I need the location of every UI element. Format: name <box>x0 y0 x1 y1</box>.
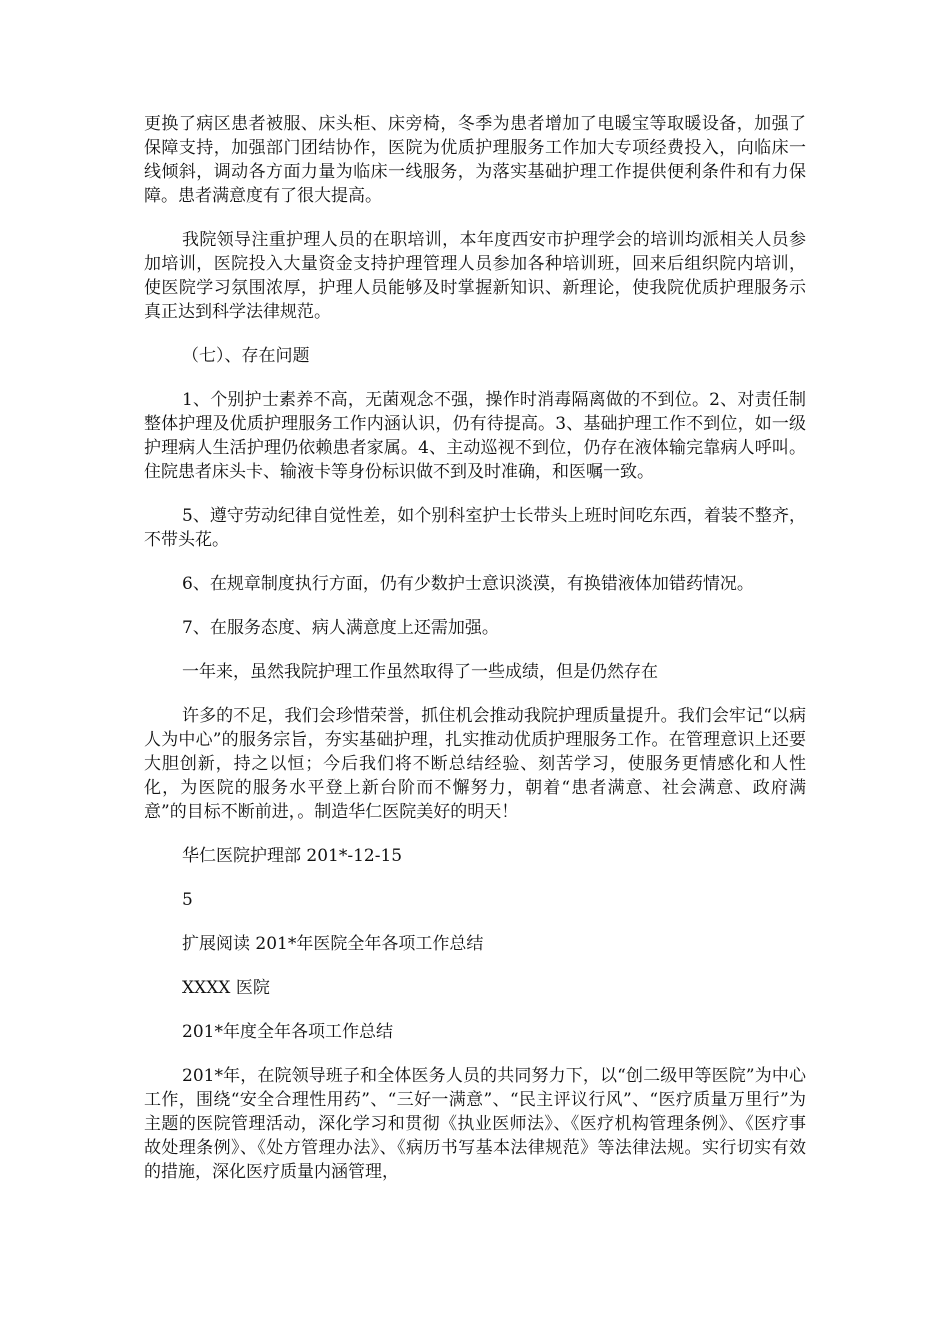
report-title: 201*年度全年各项工作总结 <box>182 1022 393 1042</box>
paragraph-problems-1-4: 1、个别护士素养不高，无菌观念不强，操作时消毒隔离做的不到位。2、对责任制整体护理及优质护理服务工作内涵认识，仍有待提高。3、基础护理工作不到位，如一级护理病人生活护理仍依赖患者家属。4、主动巡视不到位，仍存在液体输完靠病人呼叫。住院患者床头卡、输液卡等身份标识做不到及时准确，和医嘱一致。 <box>144 390 806 482</box>
paragraph-problem-6: 6、在规章制度执行方面，仍有少数护士意识淡漠，有换错液体加错药情况。 <box>182 574 754 594</box>
paragraph-problem-7: 7、在服务态度、病人满意度上还需加强。 <box>182 618 499 638</box>
signature-line: 华仁医院护理部 201*-12-15 <box>182 846 403 866</box>
paragraph-problem-5: 5、遵守劳动纪律自觉性差，如个别科室护士长带头上班时间吃东西，着装不整齐，不带头花。 <box>144 506 806 550</box>
page-number: 5 <box>182 890 193 910</box>
hospital-name: XXXX 医院 <box>182 978 270 998</box>
document-page <box>144 112 806 1204</box>
section-heading-problems: （七）、存在问题 <box>182 346 310 366</box>
extended-reading-title: 扩展阅读 201*年医院全年各项工作总结 <box>182 934 484 954</box>
paragraph-summary-body: 许多的不足，我们会珍惜荣誉，抓住机会推动我院护理质量提升。我们会牢记“以病人为中心”的服务宗旨，夯实基础护理，扎实推动优质护理服务工作。在管理意识上还要大胆创新，持之以恒；今后我们将不断总结经验、刻苦学习，使服务更情感化和人性化，为医院的服务水平登上新台阶而不懈努力，朝着“患者满意、社会满意、政府满意”的目标不断前进，。制造华仁医院美好的明天！ <box>144 706 806 822</box>
paragraph-training: 我院领导注重护理人员的在职培训，本年度西安市护理学会的培训均派相关人员参加培训，医院投入大量资金支持护理管理人员参加各种培训班，回来后组织院内培训，使医院学习氛围浓厚，护理人员能够及时掌握新知识、新理论，使我院优质护理服务示真正达到科学法律规范。 <box>144 230 806 322</box>
paragraph-annual-intro: 201*年，在院领导班子和全体医务人员的共同努力下，以“创二级甲等医院”为中心工作，围绕“安全合理性用药”、“三好一满意”、“民主评议行风”、“医疗质量万里行”为主题的医院管理活动，深化学习和贯彻《执业医师法》、《医疗机构管理条例》、《医疗事故处理条例》、《处方管理办法》、《病历书写基本法律规范》等法律法规。实行切实有效的措施，深化医疗质量内涵管理， <box>144 1066 806 1182</box>
paragraph-facilities: 更换了病区患者被服、床头柜、床旁椅，冬季为患者增加了电暖宝等取暖设备，加强了保障支持，加强部门团结协作，医院为优质护理服务工作加大专项经费投入，向临床一线倾斜，调动各方面力量为临床一线服务，为落实基础护理工作提供便利条件和有力保障。患者满意度有了很大提高。 <box>144 114 806 206</box>
paragraph-summary-intro: 一年来，虽然我院护理工作虽然取得了一些成绩，但是仍然存在 <box>182 662 658 682</box>
